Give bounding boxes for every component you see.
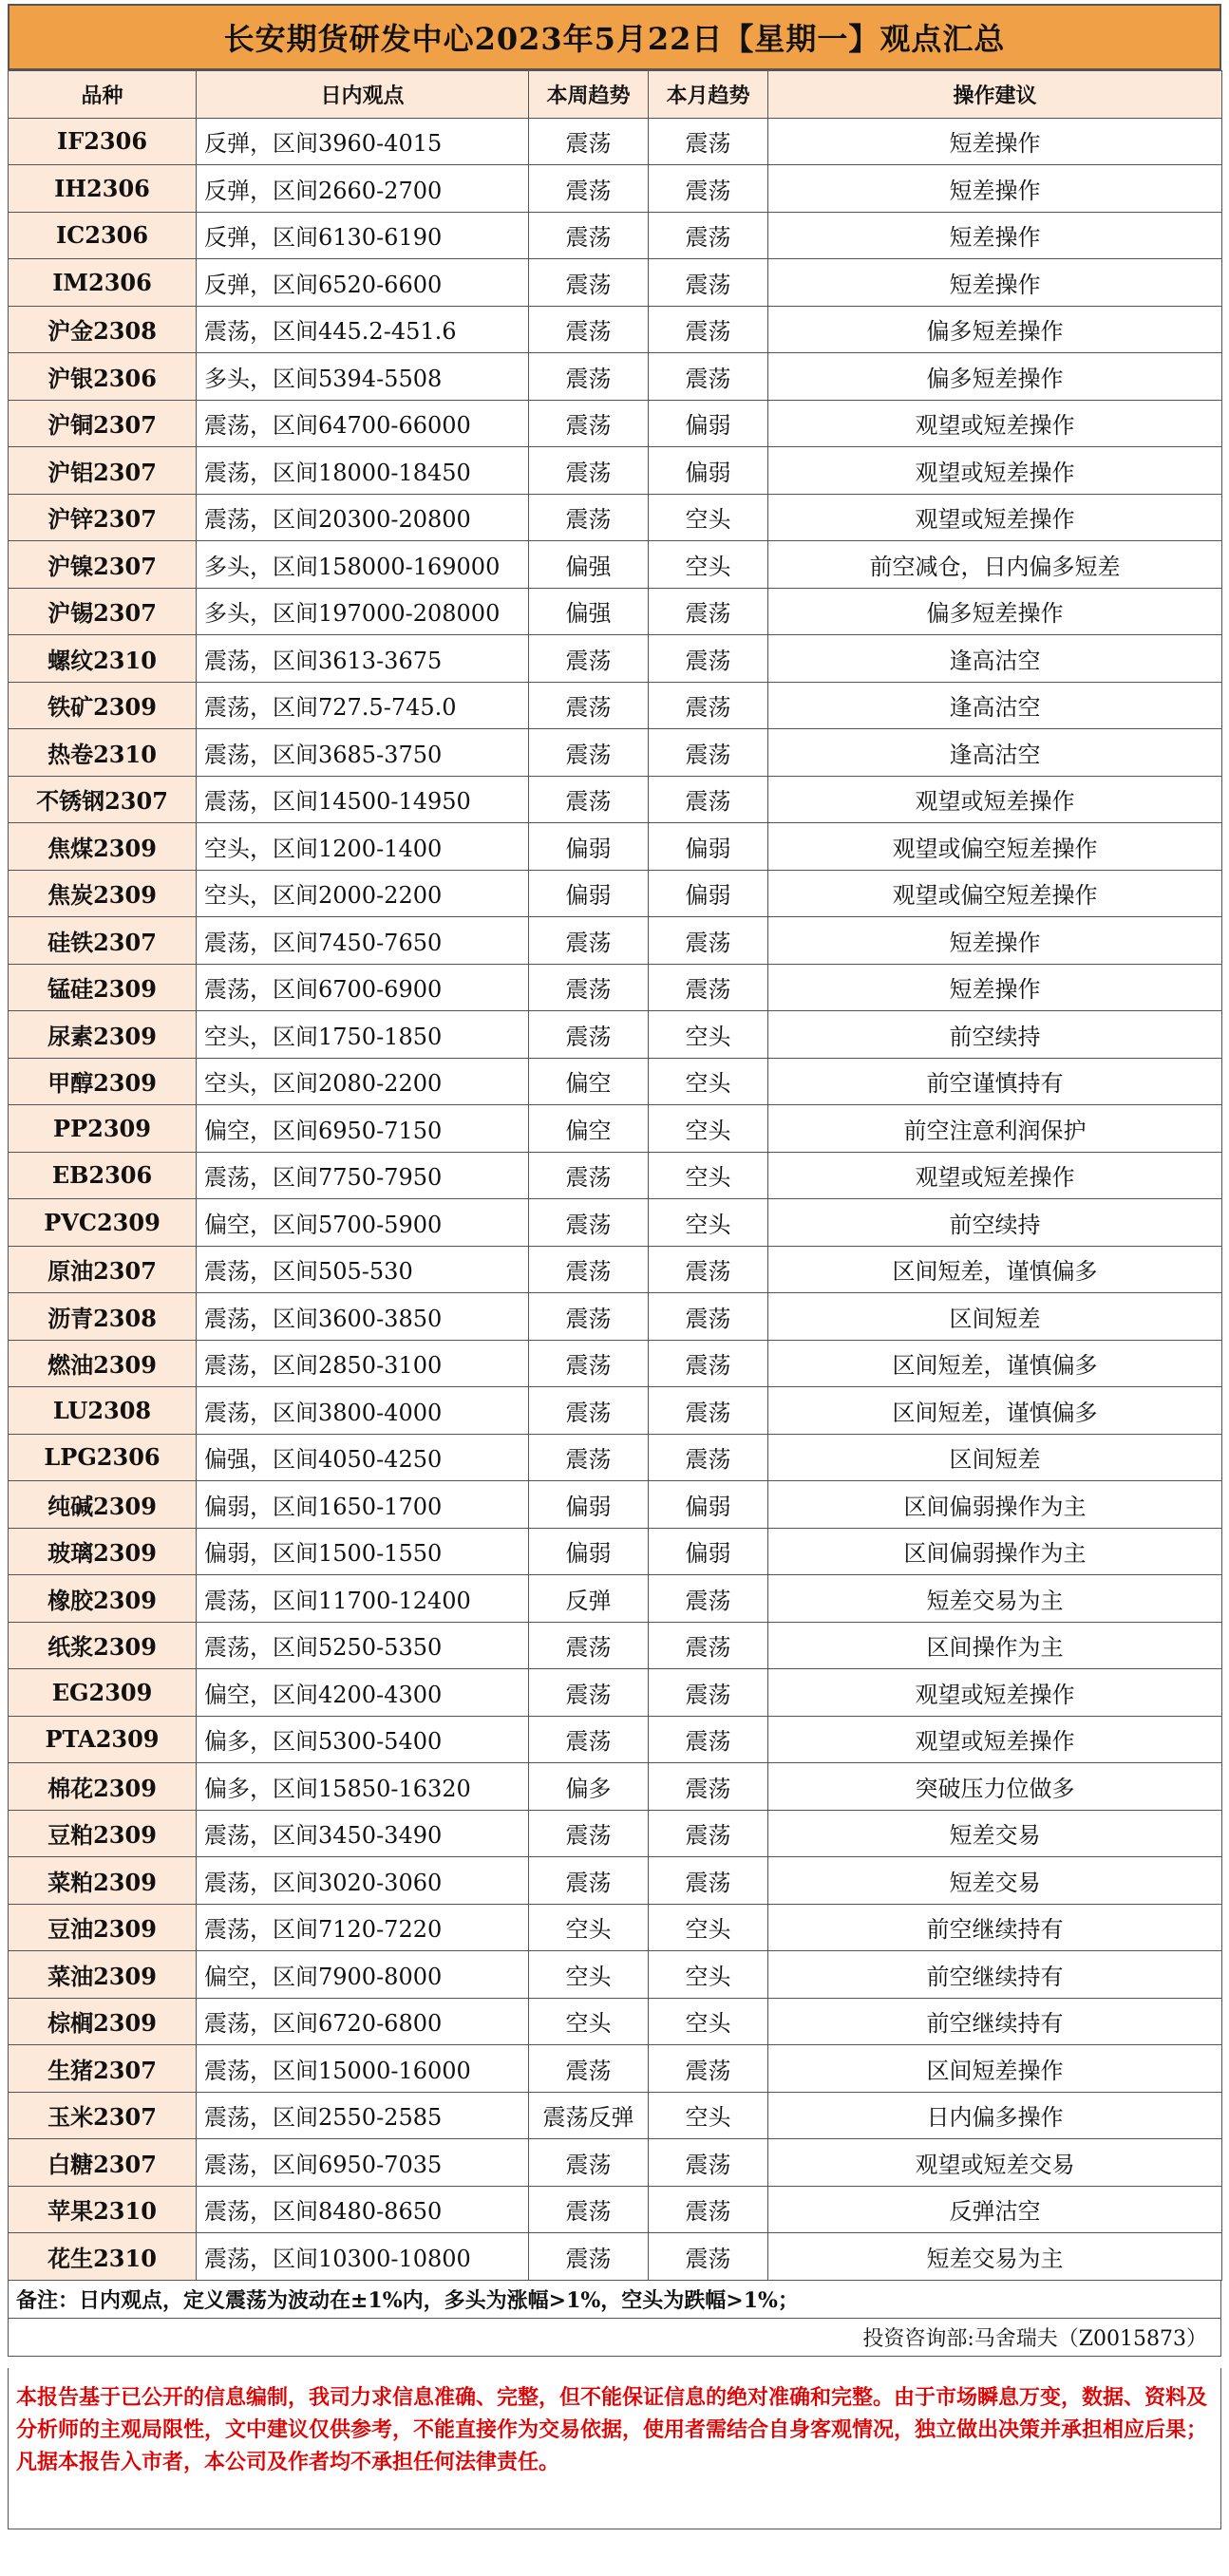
variety-cell: 锰硅2309 bbox=[9, 964, 197, 1011]
monthly-trend-cell: 震荡 bbox=[649, 1669, 768, 1717]
variety-cell: EG2309 bbox=[9, 1669, 197, 1717]
daily-view-cell: 震荡，区间11700-12400 bbox=[197, 1575, 529, 1623]
daily-view-cell: 震荡，区间7120-7220 bbox=[197, 1904, 529, 1951]
suggestion-cell: 短差操作 bbox=[768, 917, 1222, 965]
variety-cell: 沪金2308 bbox=[9, 306, 197, 353]
monthly-trend-cell: 偏弱 bbox=[649, 1528, 768, 1575]
daily-view-cell: 多头，区间158000-169000 bbox=[197, 541, 529, 589]
table-row bbox=[9, 1058, 1222, 1105]
table-row bbox=[9, 1011, 1222, 1059]
weekly-trend-cell: 震荡 bbox=[529, 447, 649, 495]
weekly-trend-cell: 震荡 bbox=[529, 165, 649, 213]
variety-cell: 沪铝2307 bbox=[9, 447, 197, 495]
suggestion-cell: 短差操作 bbox=[768, 259, 1222, 307]
variety-cell: 沪镍2307 bbox=[9, 541, 197, 589]
table-row bbox=[9, 212, 1222, 259]
views-table bbox=[8, 70, 1222, 2281]
table-row bbox=[9, 1857, 1222, 1905]
daily-view-cell: 震荡，区间15000-16000 bbox=[197, 2045, 529, 2093]
table-row bbox=[9, 1669, 1222, 1717]
daily-view-cell: 偏多，区间5300-5400 bbox=[197, 1716, 529, 1763]
daily-view-cell: 震荡，区间6700-6900 bbox=[197, 964, 529, 1011]
suggestion-cell: 区间偏弱操作为主 bbox=[768, 1528, 1222, 1575]
weekly-trend-cell: 震荡 bbox=[529, 118, 649, 165]
weekly-trend-cell: 震荡 bbox=[529, 1011, 649, 1059]
suggestion-cell: 前空谨慎持有 bbox=[768, 1058, 1222, 1105]
monthly-trend-cell: 震荡 bbox=[649, 353, 768, 401]
table-row bbox=[9, 1434, 1222, 1481]
variety-cell: 硅铁2307 bbox=[9, 917, 197, 965]
table-row bbox=[9, 541, 1222, 589]
weekly-trend-cell: 震荡 bbox=[529, 1199, 649, 1247]
daily-view-cell: 震荡，区间6720-6800 bbox=[197, 1998, 529, 2045]
monthly-trend-cell: 震荡 bbox=[649, 2233, 768, 2281]
suggestion-cell: 观望或短差操作 bbox=[768, 447, 1222, 495]
weekly-trend-cell: 偏空 bbox=[529, 1105, 649, 1153]
variety-cell: PP2309 bbox=[9, 1105, 197, 1153]
table-row bbox=[9, 2233, 1222, 2281]
table-row bbox=[9, 1951, 1222, 1999]
monthly-trend-cell: 震荡 bbox=[649, 1857, 768, 1905]
weekly-trend-cell: 震荡 bbox=[529, 1246, 649, 1293]
variety-cell: IF2306 bbox=[9, 118, 197, 165]
variety-cell: 白糖2307 bbox=[9, 2139, 197, 2187]
daily-view-cell: 震荡，区间8480-8650 bbox=[197, 2186, 529, 2233]
monthly-trend-cell: 偏弱 bbox=[649, 400, 768, 447]
suggestion-cell: 短差交易为主 bbox=[768, 2233, 1222, 2281]
daily-view-cell: 空头，区间1200-1400 bbox=[197, 823, 529, 871]
suggestion-cell: 观望或短差操作 bbox=[768, 1716, 1222, 1763]
table-body bbox=[9, 118, 1222, 2280]
monthly-trend-cell: 偏弱 bbox=[649, 447, 768, 495]
table-row bbox=[9, 682, 1222, 729]
weekly-trend-cell: 空头 bbox=[529, 1904, 649, 1951]
variety-cell: LU2308 bbox=[9, 1387, 197, 1435]
suggestion-cell: 观望或短差交易 bbox=[768, 2139, 1222, 2187]
variety-cell: 螺纹2310 bbox=[9, 635, 197, 683]
variety-cell: 玉米2307 bbox=[9, 2092, 197, 2139]
variety-cell: 沪锡2307 bbox=[9, 588, 197, 635]
table-row bbox=[9, 1199, 1222, 1247]
monthly-trend-cell: 震荡 bbox=[649, 165, 768, 213]
daily-view-cell: 偏弱，区间1500-1550 bbox=[197, 1528, 529, 1575]
monthly-trend-cell: 震荡 bbox=[649, 1340, 768, 1387]
daily-view-cell: 偏空，区间7900-8000 bbox=[197, 1951, 529, 1999]
weekly-trend-cell: 震荡 bbox=[529, 2045, 649, 2093]
weekly-trend-cell: 震荡 bbox=[529, 776, 649, 823]
variety-cell: 纸浆2309 bbox=[9, 1622, 197, 1669]
monthly-trend-cell: 震荡 bbox=[649, 2139, 768, 2187]
table-row bbox=[9, 259, 1222, 307]
suggestion-cell: 前空续持 bbox=[768, 1011, 1222, 1059]
daily-view-cell: 多头，区间197000-208000 bbox=[197, 588, 529, 635]
header-weekly-trend: 本周趋势 bbox=[529, 71, 649, 119]
table-row bbox=[9, 635, 1222, 683]
suggestion-cell: 日内偏多操作 bbox=[768, 2092, 1222, 2139]
monthly-trend-cell: 震荡 bbox=[649, 776, 768, 823]
daily-view-cell: 震荡，区间64700-66000 bbox=[197, 400, 529, 447]
weekly-trend-cell: 震荡 bbox=[529, 1434, 649, 1481]
variety-cell: 橡胶2309 bbox=[9, 1575, 197, 1623]
suggestion-cell: 前空继续持有 bbox=[768, 1904, 1222, 1951]
table-row bbox=[9, 1246, 1222, 1293]
weekly-trend-cell: 偏弱 bbox=[529, 1528, 649, 1575]
suggestion-cell: 前空注意利润保护 bbox=[768, 1105, 1222, 1153]
suggestion-cell: 观望或短差操作 bbox=[768, 1152, 1222, 1199]
daily-view-cell: 多头，区间5394-5508 bbox=[197, 353, 529, 401]
report-sheet bbox=[8, 4, 1221, 2529]
suggestion-cell: 逢高沽空 bbox=[768, 682, 1222, 729]
header-monthly-trend: 本月趋势 bbox=[649, 71, 768, 119]
table-row bbox=[9, 1105, 1222, 1153]
monthly-trend-cell: 震荡 bbox=[649, 2186, 768, 2233]
monthly-trend-cell: 空头 bbox=[649, 1152, 768, 1199]
monthly-trend-cell: 震荡 bbox=[649, 1575, 768, 1623]
table-row bbox=[9, 1998, 1222, 2045]
weekly-trend-cell: 反弹 bbox=[529, 1575, 649, 1623]
monthly-trend-cell: 偏弱 bbox=[649, 823, 768, 871]
disclaimer-text: 本报告基于已公开的信息编制，我司力求信息准确、完整，但不能保证信息的绝对准确和完整。由于市场瞬息万变，数据、资料及分析师的主观局限性，文中建议仅供参考，不能直接作为交易依据，使用者需结合自身客观情况，独立做出决策并承担相应后果；凡据本报告入市者，本公司及作者均不承担任何法律责任。 bbox=[8, 2368, 1221, 2529]
suggestion-cell: 短差操作 bbox=[768, 118, 1222, 165]
monthly-trend-cell: 震荡 bbox=[649, 1387, 768, 1435]
suggestion-cell: 短差操作 bbox=[768, 212, 1222, 259]
daily-view-cell: 偏多，区间15850-16320 bbox=[197, 1763, 529, 1811]
table-row bbox=[9, 1810, 1222, 1857]
monthly-trend-cell: 震荡 bbox=[649, 1810, 768, 1857]
daily-view-cell: 震荡，区间10300-10800 bbox=[197, 2233, 529, 2281]
table-row bbox=[9, 1293, 1222, 1341]
suggestion-cell: 短差交易 bbox=[768, 1810, 1222, 1857]
daily-view-cell: 偏空，区间4200-4300 bbox=[197, 1669, 529, 1717]
variety-cell: 热卷2310 bbox=[9, 729, 197, 777]
monthly-trend-cell: 震荡 bbox=[649, 588, 768, 635]
monthly-trend-cell: 震荡 bbox=[649, 682, 768, 729]
daily-view-cell: 震荡，区间2550-2585 bbox=[197, 2092, 529, 2139]
weekly-trend-cell: 震荡 bbox=[529, 306, 649, 353]
table-row bbox=[9, 1575, 1222, 1623]
spacer bbox=[8, 2357, 1221, 2368]
variety-cell: 豆油2309 bbox=[9, 1904, 197, 1951]
weekly-trend-cell: 震荡 bbox=[529, 1152, 649, 1199]
daily-view-cell: 震荡，区间7450-7650 bbox=[197, 917, 529, 965]
daily-view-cell: 震荡，区间3020-3060 bbox=[197, 1857, 529, 1905]
daily-view-cell: 反弹，区间6130-6190 bbox=[197, 212, 529, 259]
weekly-trend-cell: 震荡 bbox=[529, 259, 649, 307]
weekly-trend-cell: 空头 bbox=[529, 1998, 649, 2045]
variety-cell: 焦炭2309 bbox=[9, 870, 197, 917]
daily-view-cell: 震荡，区间3450-3490 bbox=[197, 1810, 529, 1857]
table-row bbox=[9, 1763, 1222, 1811]
variety-cell: EB2306 bbox=[9, 1152, 197, 1199]
weekly-trend-cell: 震荡反弹 bbox=[529, 2092, 649, 2139]
table-row bbox=[9, 1716, 1222, 1763]
variety-cell: LPG2306 bbox=[9, 1434, 197, 1481]
weekly-trend-cell: 偏强 bbox=[529, 588, 649, 635]
monthly-trend-cell: 震荡 bbox=[649, 729, 768, 777]
suggestion-cell: 区间短差 bbox=[768, 1293, 1222, 1341]
monthly-trend-cell: 空头 bbox=[649, 1951, 768, 1999]
monthly-trend-cell: 空头 bbox=[649, 1904, 768, 1951]
daily-view-cell: 震荡，区间2850-3100 bbox=[197, 1340, 529, 1387]
weekly-trend-cell: 震荡 bbox=[529, 1387, 649, 1435]
variety-cell: PVC2309 bbox=[9, 1199, 197, 1247]
monthly-trend-cell: 震荡 bbox=[649, 1763, 768, 1811]
suggestion-cell: 前空继续持有 bbox=[768, 1998, 1222, 2045]
monthly-trend-cell: 空头 bbox=[649, 2092, 768, 2139]
variety-cell: 花生2310 bbox=[9, 2233, 197, 2281]
weekly-trend-cell: 震荡 bbox=[529, 1810, 649, 1857]
table-row bbox=[9, 494, 1222, 541]
variety-cell: 甲醇2309 bbox=[9, 1058, 197, 1105]
table-row bbox=[9, 2139, 1222, 2187]
suggestion-cell: 区间短差 bbox=[768, 1434, 1222, 1481]
monthly-trend-cell: 震荡 bbox=[649, 1622, 768, 1669]
suggestion-cell: 前空续持 bbox=[768, 1199, 1222, 1247]
table-row bbox=[9, 165, 1222, 213]
suggestion-cell: 区间偏弱操作为主 bbox=[768, 1481, 1222, 1529]
daily-view-cell: 空头，区间2000-2200 bbox=[197, 870, 529, 917]
weekly-trend-cell: 震荡 bbox=[529, 1857, 649, 1905]
daily-view-cell: 震荡，区间7750-7950 bbox=[197, 1152, 529, 1199]
table-row bbox=[9, 1528, 1222, 1575]
monthly-trend-cell: 偏弱 bbox=[649, 870, 768, 917]
daily-view-cell: 震荡，区间14500-14950 bbox=[197, 776, 529, 823]
suggestion-cell: 观望或短差操作 bbox=[768, 776, 1222, 823]
table-row bbox=[9, 1481, 1222, 1529]
weekly-trend-cell: 震荡 bbox=[529, 964, 649, 1011]
monthly-trend-cell: 震荡 bbox=[649, 1293, 768, 1341]
variety-cell: 纯碱2309 bbox=[9, 1481, 197, 1529]
variety-cell: 原油2307 bbox=[9, 1246, 197, 1293]
suggestion-cell: 反弹沽空 bbox=[768, 2186, 1222, 2233]
variety-cell: 铁矿2309 bbox=[9, 682, 197, 729]
daily-view-cell: 震荡，区间5250-5350 bbox=[197, 1622, 529, 1669]
variety-cell: 沪铜2307 bbox=[9, 400, 197, 447]
monthly-trend-cell: 震荡 bbox=[649, 1434, 768, 1481]
suggestion-cell: 偏多短差操作 bbox=[768, 353, 1222, 401]
header-daily-view: 日内观点 bbox=[197, 71, 529, 119]
table-row bbox=[9, 729, 1222, 777]
suggestion-cell: 偏多短差操作 bbox=[768, 306, 1222, 353]
monthly-trend-cell: 震荡 bbox=[649, 1246, 768, 1293]
weekly-trend-cell: 震荡 bbox=[529, 353, 649, 401]
weekly-trend-cell: 震荡 bbox=[529, 494, 649, 541]
suggestion-cell: 区间短差操作 bbox=[768, 2045, 1222, 2093]
weekly-trend-cell: 空头 bbox=[529, 1951, 649, 1999]
variety-cell: 尿素2309 bbox=[9, 1011, 197, 1059]
table-row bbox=[9, 917, 1222, 965]
suggestion-cell: 观望或短差操作 bbox=[768, 400, 1222, 447]
daily-view-cell: 空头，区间1750-1850 bbox=[197, 1011, 529, 1059]
table-row bbox=[9, 776, 1222, 823]
weekly-trend-cell: 震荡 bbox=[529, 729, 649, 777]
suggestion-cell: 短差交易 bbox=[768, 1857, 1222, 1905]
table-row bbox=[9, 118, 1222, 165]
suggestion-cell: 区间短差，谨慎偏多 bbox=[768, 1340, 1222, 1387]
suggestion-cell: 突破压力位做多 bbox=[768, 1763, 1222, 1811]
monthly-trend-cell: 震荡 bbox=[649, 917, 768, 965]
weekly-trend-cell: 偏强 bbox=[529, 541, 649, 589]
monthly-trend-cell: 震荡 bbox=[649, 1716, 768, 1763]
table-row bbox=[9, 964, 1222, 1011]
daily-view-cell: 震荡，区间505-530 bbox=[197, 1246, 529, 1293]
daily-view-cell: 偏空，区间5700-5900 bbox=[197, 1199, 529, 1247]
monthly-trend-cell: 震荡 bbox=[649, 964, 768, 1011]
daily-view-cell: 震荡，区间3685-3750 bbox=[197, 729, 529, 777]
weekly-trend-cell: 偏空 bbox=[529, 1058, 649, 1105]
variety-cell: 菜油2309 bbox=[9, 1951, 197, 1999]
weekly-trend-cell: 震荡 bbox=[529, 212, 649, 259]
header-variety: 品种 bbox=[9, 71, 197, 119]
monthly-trend-cell: 空头 bbox=[649, 541, 768, 589]
table-row bbox=[9, 400, 1222, 447]
table-header-row bbox=[9, 71, 1222, 119]
variety-cell: PTA2309 bbox=[9, 1716, 197, 1763]
table-row bbox=[9, 1904, 1222, 1951]
variety-cell: 焦煤2309 bbox=[9, 823, 197, 871]
table-row bbox=[9, 2092, 1222, 2139]
table-row bbox=[9, 447, 1222, 495]
monthly-trend-cell: 空头 bbox=[649, 1199, 768, 1247]
monthly-trend-cell: 空头 bbox=[649, 1011, 768, 1059]
variety-cell: 沪银2306 bbox=[9, 353, 197, 401]
weekly-trend-cell: 偏多 bbox=[529, 1763, 649, 1811]
suggestion-cell: 短差交易为主 bbox=[768, 1575, 1222, 1623]
variety-cell: 玻璃2309 bbox=[9, 1528, 197, 1575]
table-row bbox=[9, 588, 1222, 635]
weekly-trend-cell: 偏弱 bbox=[529, 1481, 649, 1529]
daily-view-cell: 反弹，区间3960-4015 bbox=[197, 118, 529, 165]
variety-cell: 沥青2308 bbox=[9, 1293, 197, 1341]
variety-cell: 沪锌2307 bbox=[9, 494, 197, 541]
variety-cell: 燃油2309 bbox=[9, 1340, 197, 1387]
table-row bbox=[9, 353, 1222, 401]
contact-info: 投资咨询部:马舍瑞夫（Z0015873） bbox=[8, 2319, 1221, 2357]
header-suggestion: 操作建议 bbox=[768, 71, 1222, 119]
monthly-trend-cell: 空头 bbox=[649, 494, 768, 541]
daily-view-cell: 震荡，区间445.2-451.6 bbox=[197, 306, 529, 353]
suggestion-cell: 观望或短差操作 bbox=[768, 494, 1222, 541]
weekly-trend-cell: 震荡 bbox=[529, 1669, 649, 1717]
weekly-trend-cell: 偏弱 bbox=[529, 823, 649, 871]
variety-cell: 生猪2307 bbox=[9, 2045, 197, 2093]
weekly-trend-cell: 震荡 bbox=[529, 635, 649, 683]
variety-cell: IC2306 bbox=[9, 212, 197, 259]
variety-cell: 棕榈2309 bbox=[9, 1998, 197, 2045]
weekly-trend-cell: 震荡 bbox=[529, 1716, 649, 1763]
daily-view-cell: 偏空，区间6950-7150 bbox=[197, 1105, 529, 1153]
daily-view-cell: 震荡，区间20300-20800 bbox=[197, 494, 529, 541]
weekly-trend-cell: 震荡 bbox=[529, 682, 649, 729]
table-row bbox=[9, 1340, 1222, 1387]
variety-cell: IM2306 bbox=[9, 259, 197, 307]
daily-view-cell: 偏弱，区间1650-1700 bbox=[197, 1481, 529, 1529]
daily-view-cell: 震荡，区间3613-3675 bbox=[197, 635, 529, 683]
daily-view-cell: 震荡，区间6950-7035 bbox=[197, 2139, 529, 2187]
variety-cell: 棉花2309 bbox=[9, 1763, 197, 1811]
daily-view-cell: 反弹，区间2660-2700 bbox=[197, 165, 529, 213]
monthly-trend-cell: 空头 bbox=[649, 1105, 768, 1153]
daily-view-cell: 震荡，区间3600-3850 bbox=[197, 1293, 529, 1341]
suggestion-cell: 前空继续持有 bbox=[768, 1951, 1222, 1999]
daily-view-cell: 震荡，区间727.5-745.0 bbox=[197, 682, 529, 729]
daily-view-cell: 偏强，区间4050-4250 bbox=[197, 1434, 529, 1481]
suggestion-cell: 观望或偏空短差操作 bbox=[768, 823, 1222, 871]
variety-cell: IH2306 bbox=[9, 165, 197, 213]
table-row bbox=[9, 2186, 1222, 2233]
weekly-trend-cell: 震荡 bbox=[529, 917, 649, 965]
suggestion-cell: 短差操作 bbox=[768, 964, 1222, 1011]
weekly-trend-cell: 震荡 bbox=[529, 400, 649, 447]
variety-cell: 菜粕2309 bbox=[9, 1857, 197, 1905]
daily-view-cell: 反弹，区间6520-6600 bbox=[197, 259, 529, 307]
daily-view-cell: 震荡，区间18000-18450 bbox=[197, 447, 529, 495]
suggestion-cell: 前空减仓，日内偏多短差 bbox=[768, 541, 1222, 589]
weekly-trend-cell: 偏弱 bbox=[529, 870, 649, 917]
suggestion-cell: 短差操作 bbox=[768, 165, 1222, 213]
suggestion-cell: 逢高沽空 bbox=[768, 729, 1222, 777]
table-row bbox=[9, 1387, 1222, 1435]
monthly-trend-cell: 震荡 bbox=[649, 2045, 768, 2093]
daily-view-cell: 震荡，区间3800-4000 bbox=[197, 1387, 529, 1435]
suggestion-cell: 区间短差，谨慎偏多 bbox=[768, 1246, 1222, 1293]
weekly-trend-cell: 震荡 bbox=[529, 2139, 649, 2187]
weekly-trend-cell: 震荡 bbox=[529, 2233, 649, 2281]
table-row bbox=[9, 870, 1222, 917]
weekly-trend-cell: 震荡 bbox=[529, 1622, 649, 1669]
monthly-trend-cell: 震荡 bbox=[649, 118, 768, 165]
table-row bbox=[9, 823, 1222, 871]
weekly-trend-cell: 震荡 bbox=[529, 2186, 649, 2233]
monthly-trend-cell: 震荡 bbox=[649, 259, 768, 307]
report-title: 长安期货研发中心2023年5月22日【星期一】观点汇总 bbox=[8, 4, 1221, 70]
monthly-trend-cell: 空头 bbox=[649, 1058, 768, 1105]
table-row bbox=[9, 2045, 1222, 2093]
suggestion-cell: 逢高沽空 bbox=[768, 635, 1222, 683]
weekly-trend-cell: 震荡 bbox=[529, 1293, 649, 1341]
weekly-trend-cell: 震荡 bbox=[529, 1340, 649, 1387]
monthly-trend-cell: 震荡 bbox=[649, 306, 768, 353]
footnote: 备注：日内观点，定义震荡为波动在±1%内，多头为涨幅>1%，空头为跌幅>1%； bbox=[8, 2281, 1221, 2319]
variety-cell: 苹果2310 bbox=[9, 2186, 197, 2233]
table-row bbox=[9, 306, 1222, 353]
monthly-trend-cell: 空头 bbox=[649, 1998, 768, 2045]
suggestion-cell: 区间短差，谨慎偏多 bbox=[768, 1387, 1222, 1435]
suggestion-cell: 区间操作为主 bbox=[768, 1622, 1222, 1669]
daily-view-cell: 空头，区间2080-2200 bbox=[197, 1058, 529, 1105]
table-row bbox=[9, 1152, 1222, 1199]
suggestion-cell: 观望或偏空短差操作 bbox=[768, 870, 1222, 917]
monthly-trend-cell: 震荡 bbox=[649, 212, 768, 259]
monthly-trend-cell: 震荡 bbox=[649, 635, 768, 683]
suggestion-cell: 观望或短差操作 bbox=[768, 1669, 1222, 1717]
table-row bbox=[9, 1622, 1222, 1669]
suggestion-cell: 偏多短差操作 bbox=[768, 588, 1222, 635]
variety-cell: 不锈钢2307 bbox=[9, 776, 197, 823]
variety-cell: 豆粕2309 bbox=[9, 1810, 197, 1857]
monthly-trend-cell: 偏弱 bbox=[649, 1481, 768, 1529]
